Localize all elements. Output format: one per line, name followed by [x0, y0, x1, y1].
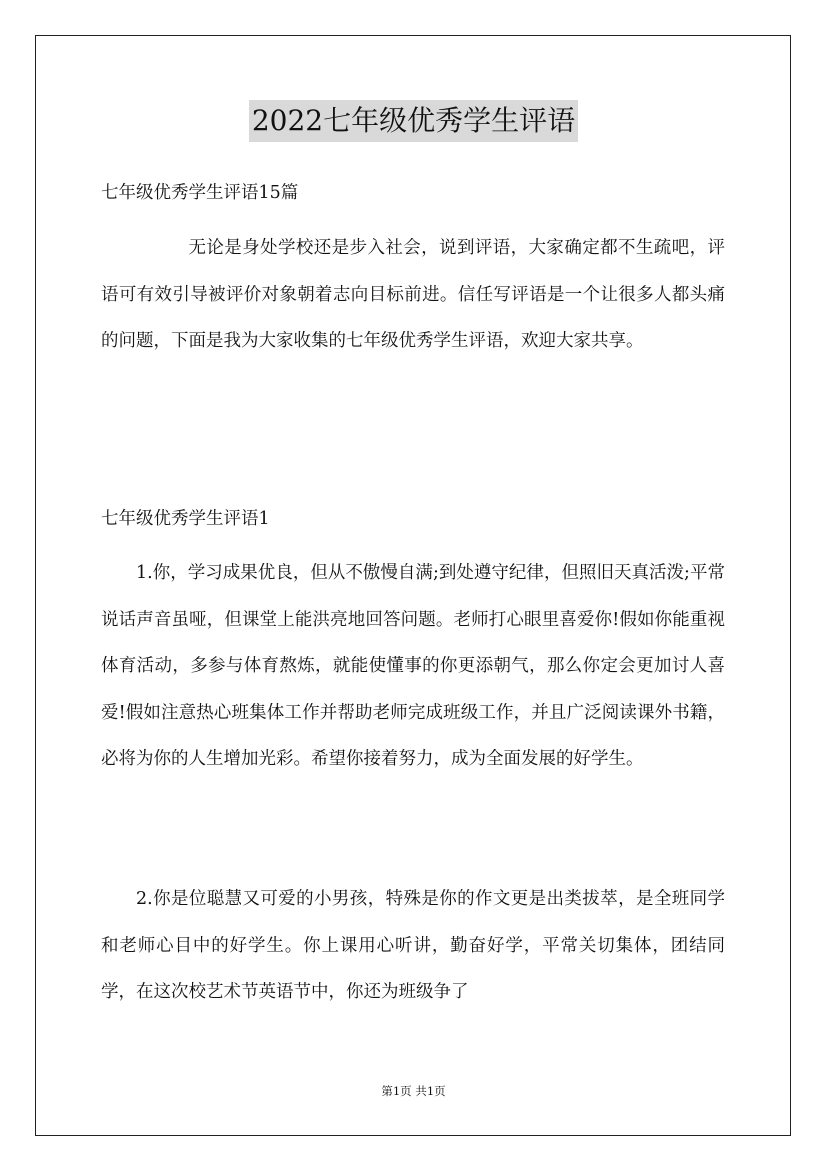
intro-paragraph: 无论是身处学校还是步入社会，说到评语，大家确定都不生疏吧，评语可有效引导被评价对象朝着志向目标前进。信任写评语是一个让很多人都头痛的问题，下面是我为大家收集的七年级优秀学生评语，欢迎大家共享。	[101, 238, 725, 352]
page-footer: 第1页 共1页	[381, 1084, 446, 1098]
comment-paragraph-1: 1.你，学习成果优良，但从不傲慢自满;到处遵守纪律，但照旧天真活泼;平常说话声音虽哑，但课堂上能洪亮地回答问题。老师打心眼里喜爱你!假如你能重视体育活动，多参与体育熬炼，就能使懂事的你更添朝气，那么你定会更加讨人喜爱!假如注意热心班集体工作并帮助老师完成班级工作，并且广泛阅读课外书籍，必将为你的人生增加光彩。希望你接着努力，成为全面发展的好学生。	[101, 563, 725, 770]
document-title: 2022七年级优秀学生评语	[249, 100, 578, 142]
comment-paragraph-2: 2.你是位聪慧又可爱的小男孩，特殊是你的作文更是出类拔萃，是全班同学和老师心目中的好学生。你上课用心听讲，勤奋好学，平常关切集体，团结同学，在这次校艺术节英语节中，你还为班级争了	[101, 889, 725, 1003]
main-heading: 七年级优秀学生评语15篇	[101, 183, 299, 203]
section-heading: 七年级优秀学生评语1	[101, 509, 270, 529]
title-container	[0, 100, 827, 142]
